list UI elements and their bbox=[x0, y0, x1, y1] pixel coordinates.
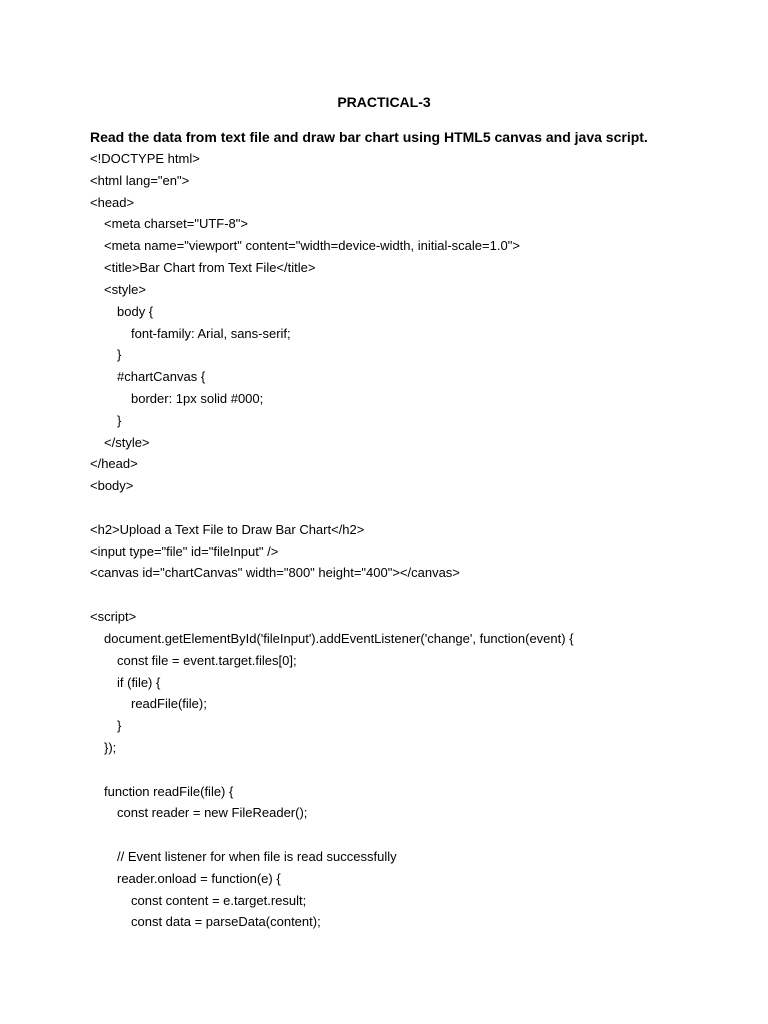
code-line: <style> bbox=[104, 281, 146, 297]
code-line: <h2>Upload a Text File to Draw Bar Chart</h2> bbox=[90, 521, 365, 537]
code-line: } bbox=[117, 718, 122, 734]
code-line bbox=[90, 759, 574, 781]
code-line: reader.onload = function(e) { bbox=[117, 870, 281, 886]
practical-heading: Read the data from text file and draw bar chart using HTML5 canvas and java script. bbox=[90, 129, 648, 145]
code-line: <script> bbox=[90, 609, 137, 625]
code-line: document.getElementById('fileInput').addEventListener('change', function(event) { bbox=[104, 630, 574, 646]
code-line: <body> bbox=[90, 478, 134, 494]
code-line: </head> bbox=[90, 456, 138, 472]
code-listing bbox=[90, 148, 574, 933]
code-line: border: 1px solid #000; bbox=[131, 390, 264, 406]
code-line: function readFile(file) { bbox=[104, 783, 234, 799]
code-line: font-family: Arial, sans-serif; bbox=[131, 325, 291, 341]
code-line: </style> bbox=[104, 434, 150, 450]
code-line: body { bbox=[117, 303, 154, 319]
code-line: }); bbox=[104, 739, 117, 755]
code-line bbox=[90, 584, 574, 606]
code-line bbox=[90, 824, 574, 846]
code-line: <title>Bar Chart from Text File</title> bbox=[104, 260, 316, 276]
code-line: const file = event.target.files[0]; bbox=[117, 652, 297, 668]
code-line: <meta name="viewport" content="width=device-width, initial-scale=1.0"> bbox=[104, 238, 520, 254]
page-title: PRACTICAL-3 bbox=[337, 94, 431, 110]
code-line: const data = parseData(content); bbox=[131, 914, 321, 930]
code-line: <input type="file" id="fileInput" /> bbox=[90, 543, 279, 559]
code-line: if (file) { bbox=[117, 674, 161, 690]
code-line: } bbox=[117, 347, 122, 363]
code-line: const reader = new FileReader(); bbox=[117, 805, 308, 821]
code-line: #chartCanvas { bbox=[117, 369, 206, 385]
code-line: <html lang="en"> bbox=[90, 172, 190, 188]
code-line: readFile(file); bbox=[131, 696, 207, 712]
code-line: // Event listener for when file is read successfully bbox=[117, 849, 397, 864]
code-line bbox=[90, 497, 574, 519]
code-line: <head> bbox=[90, 194, 135, 210]
code-line: const content = e.target.result; bbox=[131, 892, 307, 908]
code-line: <!DOCTYPE html> bbox=[90, 151, 200, 166]
code-line: } bbox=[117, 412, 122, 428]
code-line: <meta charset="UTF-8"> bbox=[104, 216, 248, 232]
code-line: <canvas id="chartCanvas" width="800" height="400"></canvas> bbox=[90, 565, 460, 581]
